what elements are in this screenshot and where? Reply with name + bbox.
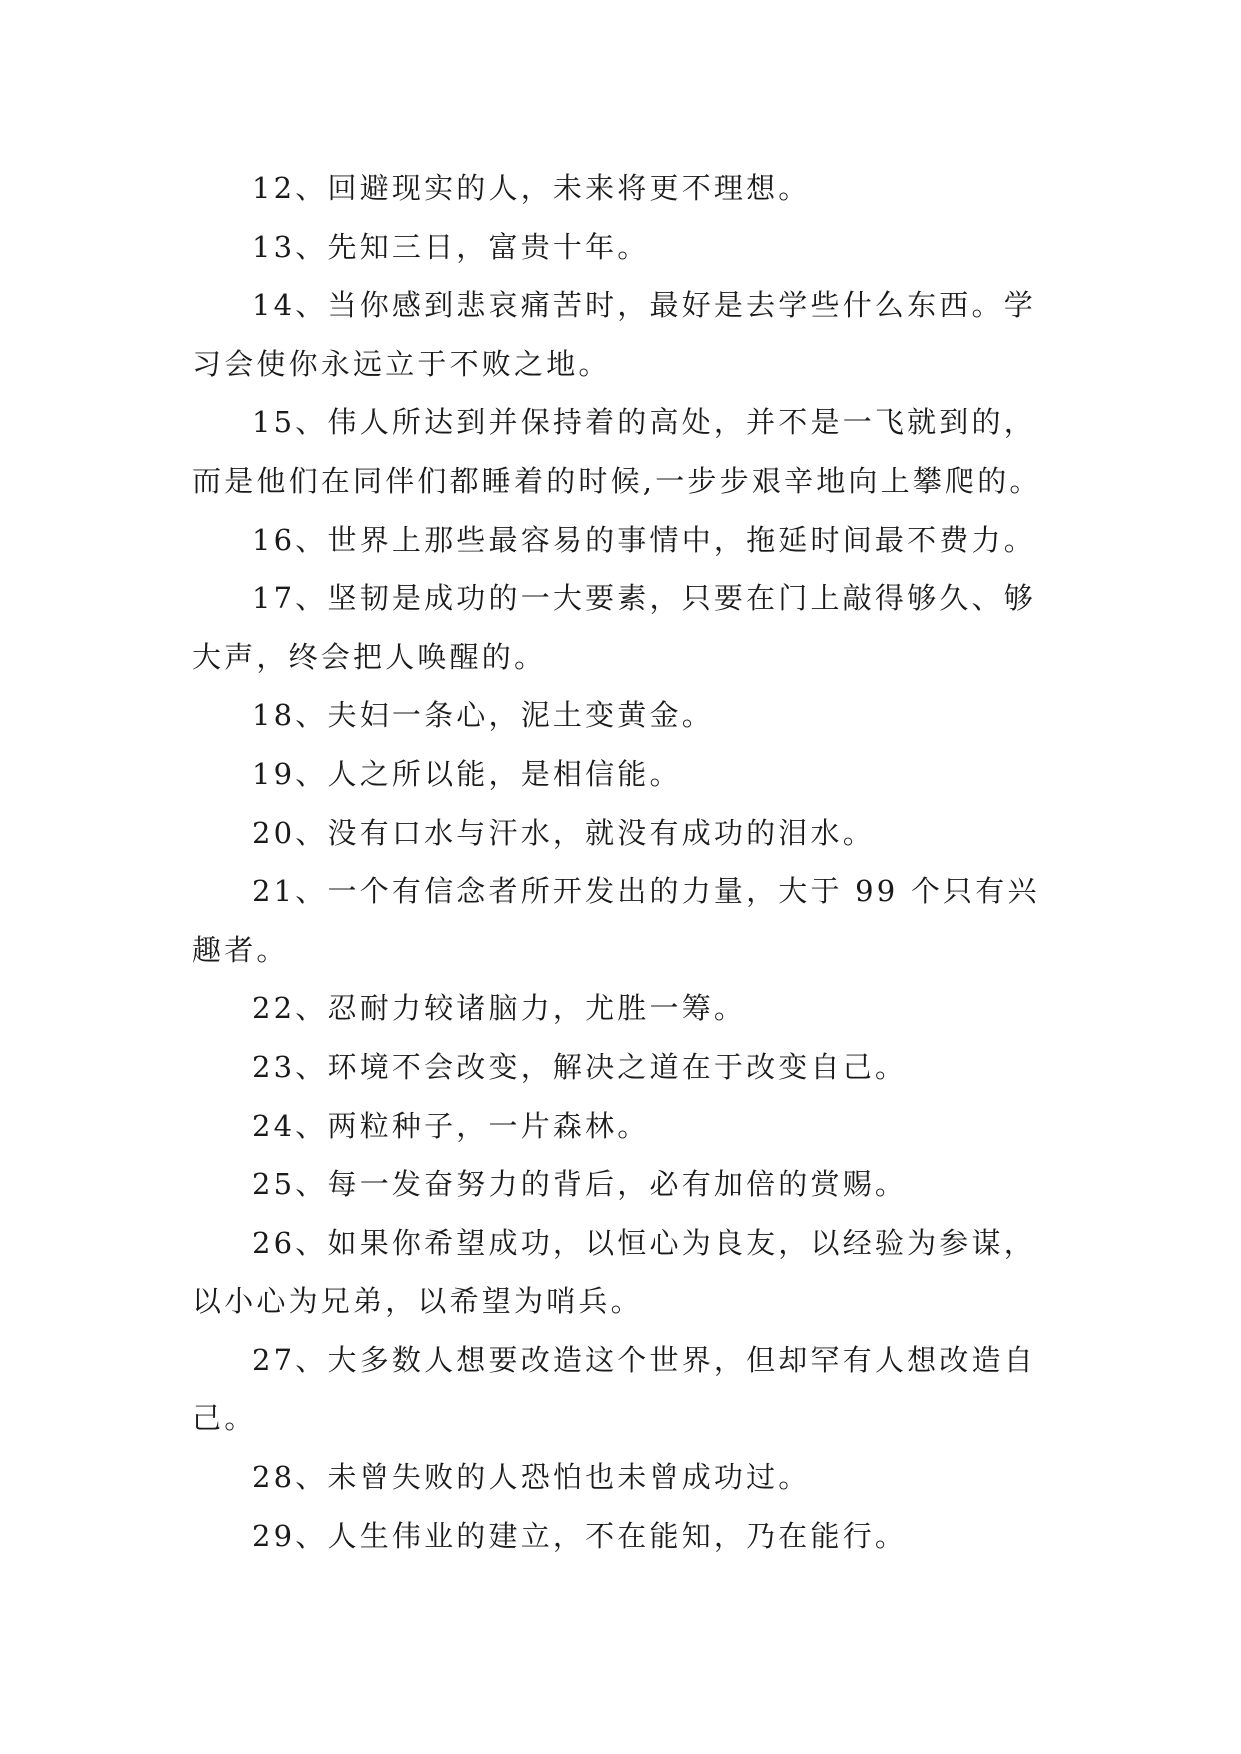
quote-paragraph: 17、坚韧是成功的一大要素，只要在门上敲得够久、够大声，终会把人唤醒的。 — [192, 581, 1036, 674]
quote-paragraph: 13、先知三日，富贵十年。 — [252, 229, 650, 264]
quote-paragraph: 27、大多数人想要改造这个世界，但却罕有人想改造自己。 — [192, 1342, 1036, 1436]
quote-paragraph: 22、忍耐力较诸脑力，尤胜一筹。 — [252, 991, 747, 1026]
quote-paragraph: 18、夫妇一条心，泥土变黄金。 — [252, 698, 714, 733]
quote-paragraph: 25、每一发奋努力的背后，必有加倍的赏赐。 — [252, 1167, 908, 1202]
quote-paragraph: 29、人生伟业的建立，不在能知，乃在能行。 — [252, 1518, 908, 1553]
quote-paragraph: 12、回避现实的人，未来将更不理想。 — [252, 171, 811, 205]
quote-paragraph: 23、环境不会改变，解决之道在于改变自己。 — [252, 1049, 908, 1084]
quote-paragraph: 26、如果你希望成功，以恒心为良友，以经验为参谋，以小心为兄弟，以希望为哨兵。 — [192, 1225, 1036, 1319]
quote-paragraph: 21、一个有信念者所开发出的力量，大于 99 个只有兴趣者。 — [192, 874, 1040, 967]
quote-paragraph: 28、未曾失败的人恐怕也未曾成功过。 — [252, 1460, 811, 1495]
quote-paragraph: 16、世界上那些最容易的事情中，拖延时间最不费力。 — [252, 522, 1036, 557]
quote-list — [192, 159, 1052, 1565]
quote-paragraph: 14、当你感到悲哀痛苦时，最好是去学些什么东西。学习会使你永远立于不败之地。 — [192, 288, 1036, 381]
quote-paragraph: 24、两粒种子，一片森林。 — [252, 1108, 650, 1143]
quote-paragraph: 20、没有口水与汗水，就没有成功的泪水。 — [252, 815, 875, 850]
quote-paragraph: 15、伟人所达到并保持着的高处，并不是一飞就到的，而是他们在同伴们都睡着的时候,一步步艰辛地向上攀爬的。 — [192, 405, 1042, 498]
quote-paragraph: 19、人之所以能，是相信能。 — [252, 756, 682, 791]
